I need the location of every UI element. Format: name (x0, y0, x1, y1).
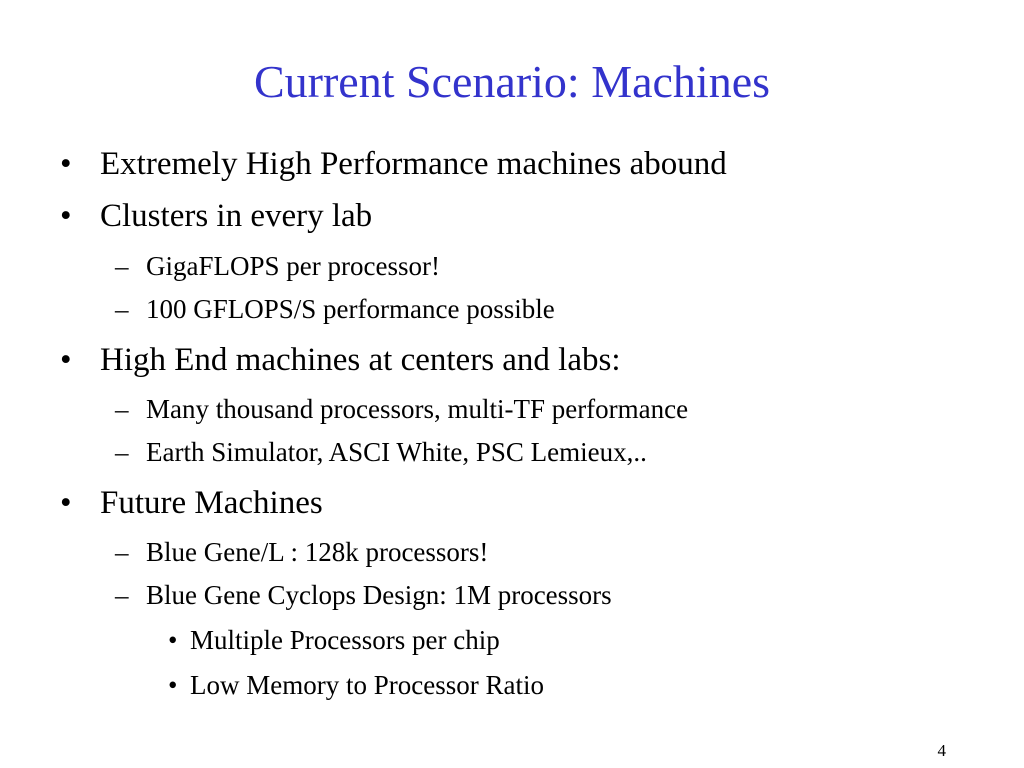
dash-marker: – (115, 437, 129, 467)
bullet-text: High End machines at centers and labs: (100, 342, 621, 378)
sub-bullet-text: 100 GFLOPS/S performance possible (146, 294, 555, 324)
dash-marker: – (115, 580, 129, 610)
dash-marker: – (115, 294, 129, 324)
sub-sub-bullet-text: Low Memory to Processor Ratio (190, 670, 544, 700)
bullet-marker: • (168, 625, 178, 655)
sub-bullet-text: Many thousand processors, multi-TF performance (146, 394, 689, 424)
bullet-text: Extremely High Performance machines abound (100, 146, 727, 182)
bullet-marker: • (60, 146, 72, 182)
bullet-marker: • (168, 670, 178, 700)
sub-sub-bullet-text: Multiple Processors per chip (190, 625, 500, 655)
bullet-marker: • (60, 342, 72, 378)
sub-bullet-text: Blue Gene/L : 128k processors! (146, 537, 489, 567)
dash-marker: – (115, 537, 129, 567)
sub-bullet-text: Earth Simulator, ASCI White, PSC Lemieux,.. (146, 437, 647, 467)
bullet-marker: • (60, 198, 72, 234)
sub-bullet-text: Blue Gene Cyclops Design: 1M processors (146, 580, 612, 610)
dash-marker: – (115, 394, 129, 424)
dash-marker: – (115, 251, 129, 281)
sub-bullet-text: GigaFLOPS per processor! (146, 251, 440, 281)
page-number: 4 (937, 741, 946, 760)
slide-title: Current Scenario: Machines (253, 56, 771, 107)
bullet-marker: • (60, 485, 72, 521)
bullet-text: Clusters in every lab (100, 198, 373, 234)
bullet-text: Future Machines (100, 485, 323, 521)
